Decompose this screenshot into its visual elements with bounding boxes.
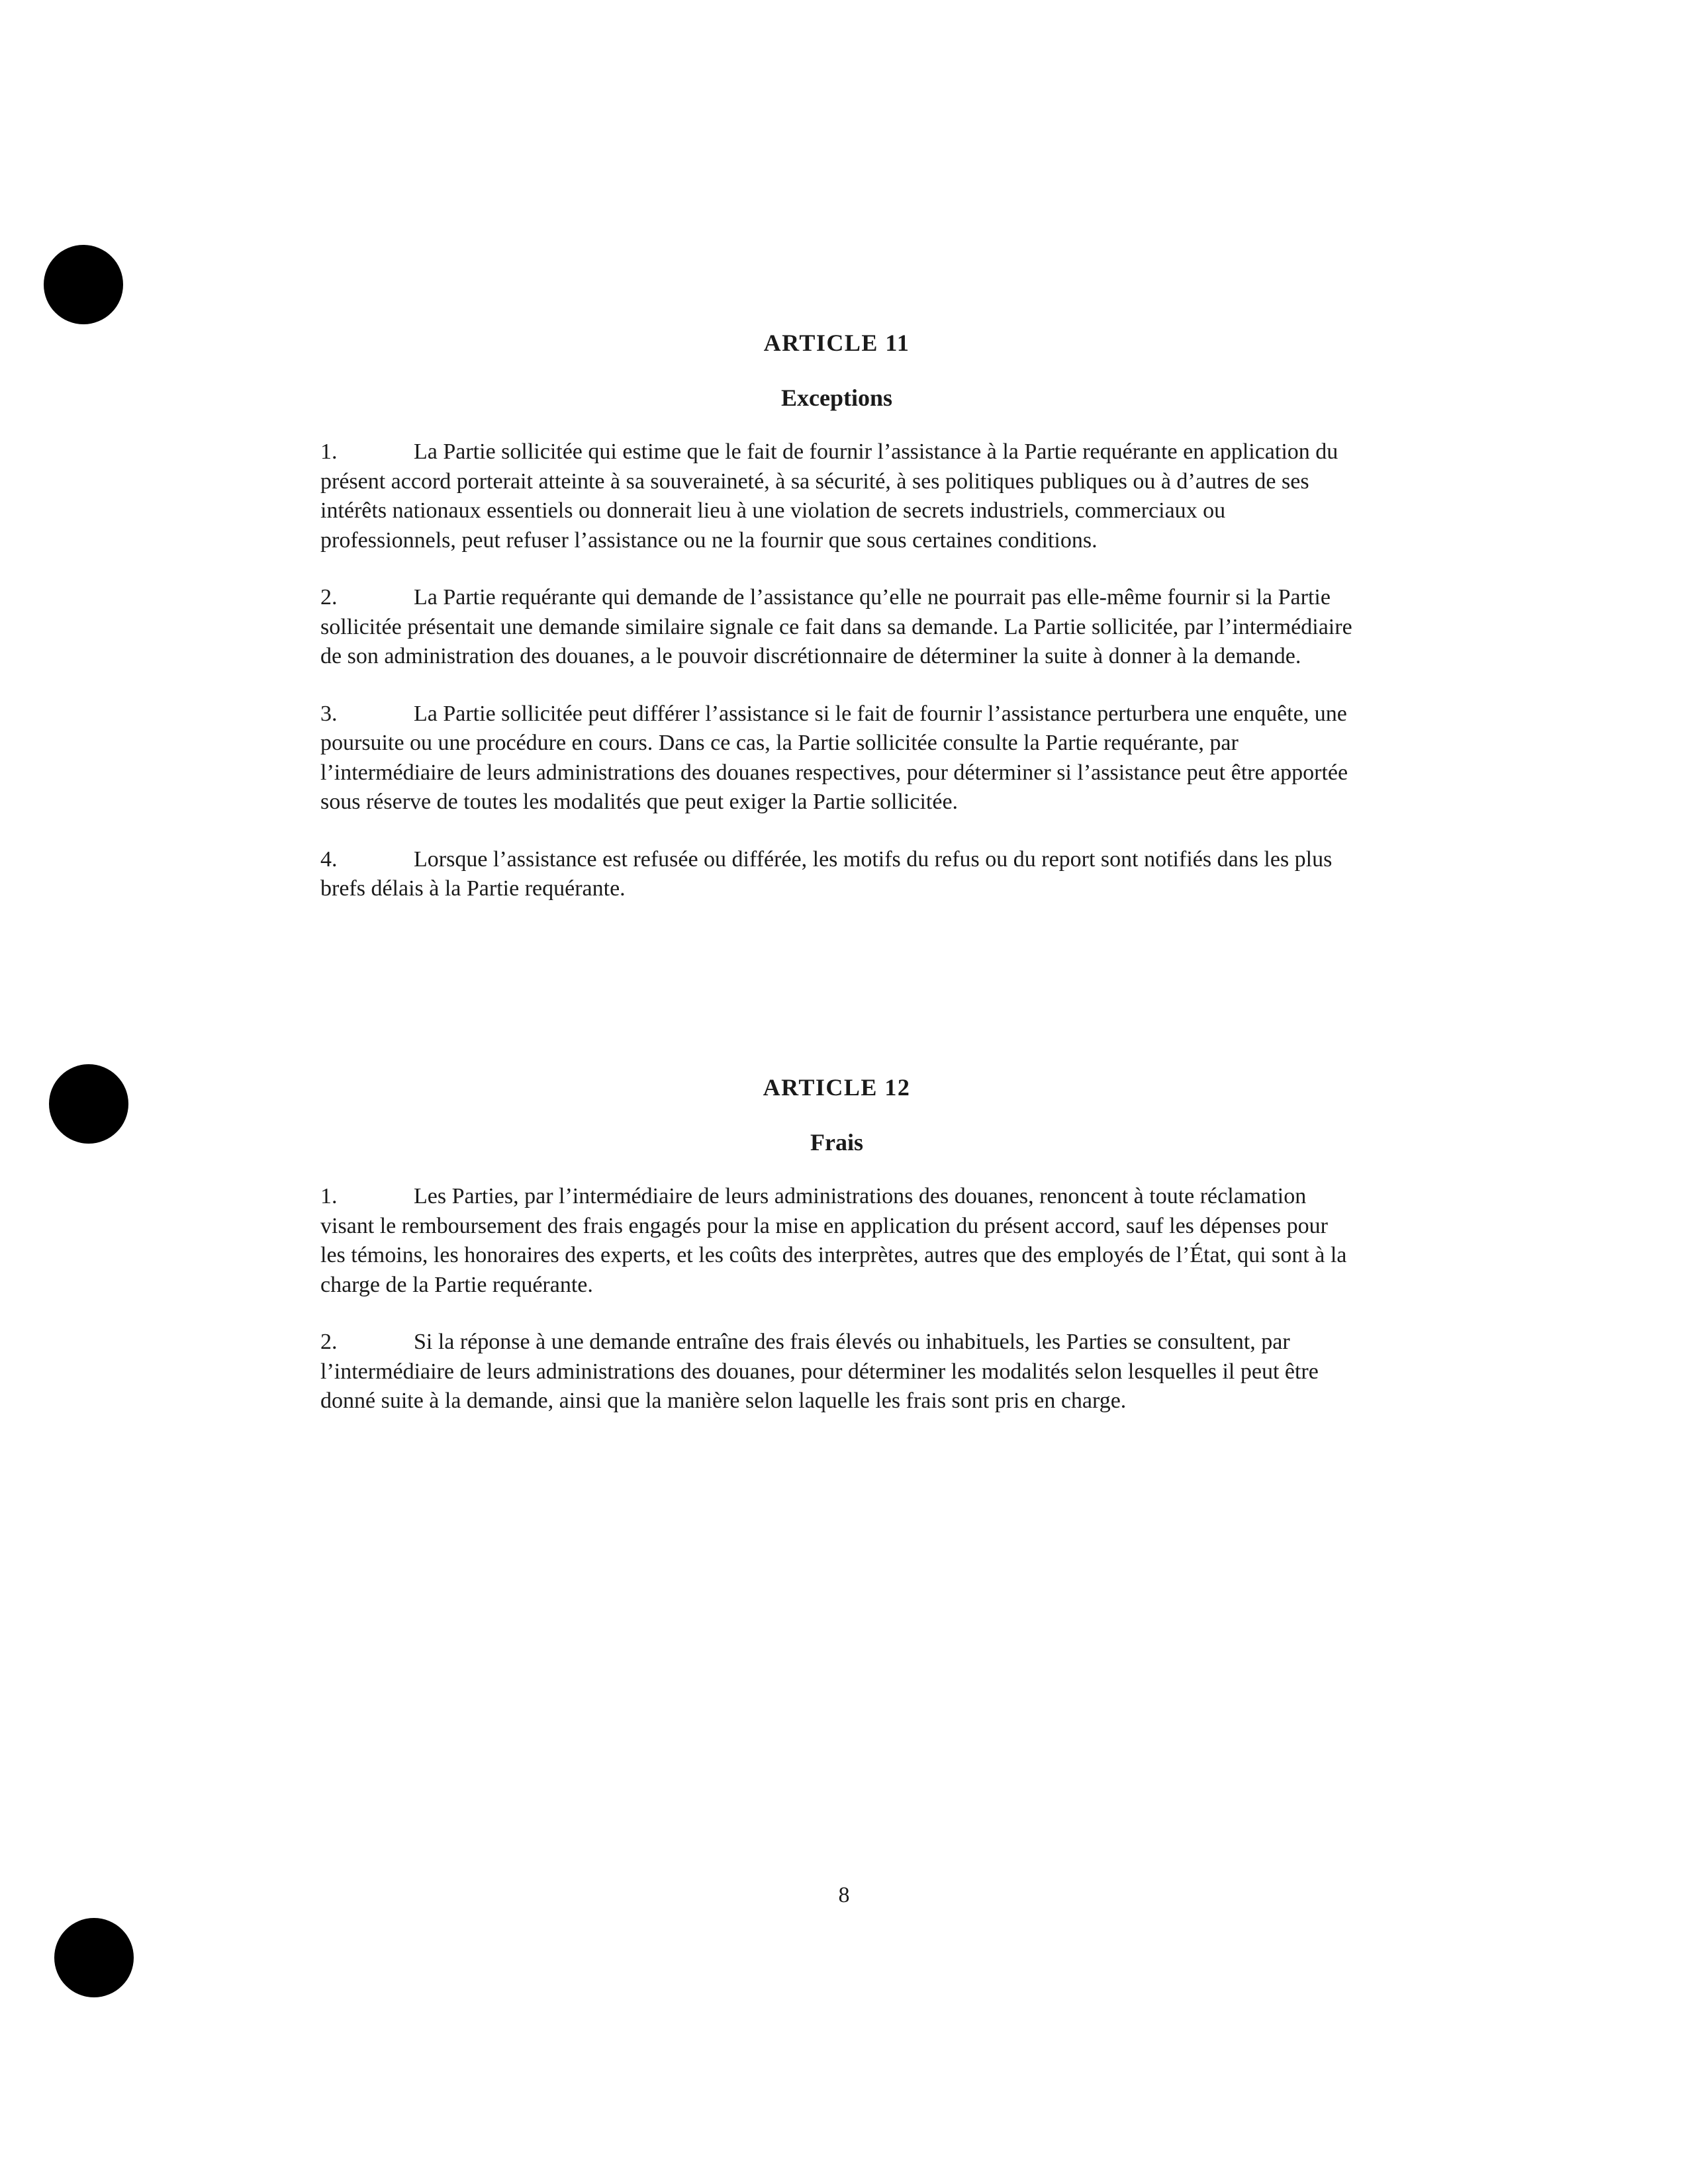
clause-text: La Partie sollicitée peut différer l’assistance si le fait de fournir l’assistance perturbera une enquête, une poursuite ou une procédure en cours. Dans ce cas, la Partie sollicitée consulte la Partie requérante, par l’intermédiaire de leurs administrations des douanes respectives, pour déterminer si l’assistance peut être apportée sous réserve de toutes les modalités que peut exiger la Partie sollicitée. — [320, 701, 1348, 814]
clause-number: 4. — [320, 846, 338, 872]
clause-number: 1. — [320, 1184, 338, 1208]
clause-text: Si la réponse à une demande entraîne des frais élevés ou inhabituels, les Parties se consultent, par l’intermédiaire de leurs administrations des douanes, pour déterminer les modalités selon lesquelles il peut être donné suite à la demande, ainsi que la manière selon laquelle les frais sont pris en charge. — [320, 1330, 1319, 1413]
clause-text: La Partie sollicitée qui estime que le fait de fournir l’assistance à la Partie requérante en application du présent accord porterait atteinte à sa souveraineté, à sa sécurité, à ses politiques publiques ou à d’autres de ses intérêts nationaux essentiels ou donnerait lieu à une violation de secrets industriels, commerciaux ou professionnels, peut refuser l’assistance ou ne la fournir que sous certaines conditions. — [320, 439, 1338, 553]
punch-hole-bottom — [54, 1918, 134, 1997]
clause-text: La Partie requérante qui demande de l’assistance qu’elle ne pourrait pas elle-même fournir si la Partie sollicitée présentait une demande similaire signale ce fait dans sa demande. La Partie sollicitée, par l’intermédiaire de son administration des douanes, a le pouvoir discrétionnaire de déterminer la suite à donner à la demande. — [320, 585, 1352, 668]
clause-number: 2. — [320, 1330, 338, 1354]
article-number: ARTICLE 11 — [763, 330, 910, 356]
clause — [320, 845, 1353, 904]
clause — [320, 583, 1353, 672]
punch-hole-top — [44, 245, 123, 324]
clause-text: Lorsque l’assistance est refusée ou différée, les motifs du refus ou du report sont notifiés dans les plus brefs délais à la Partie requérante. — [320, 846, 1333, 901]
clause — [320, 1328, 1353, 1416]
article-number: ARTICLE 12 — [763, 1074, 911, 1101]
article-title: Frais — [810, 1129, 863, 1156]
clause-number: 2. — [320, 585, 338, 610]
clause-number: 3. — [320, 701, 338, 726]
clause-text: Les Parties, par l’intermédiaire de leurs administrations des douanes, renoncent à toute réclamation visant le remboursement des frais engagés pour la mise en application du présent accord, sauf les dépenses pour les témoins, les honoraires des experts, et les coûts des interprètes, autres que des employés de l’État, qui sont à la charge de la Partie requérante. — [320, 1184, 1347, 1297]
article-title: Exceptions — [780, 385, 892, 411]
article-11 — [320, 328, 1353, 932]
punch-hole-middle — [49, 1064, 128, 1144]
clause — [320, 1182, 1353, 1300]
clause — [320, 437, 1353, 555]
page-number: 8 — [838, 1883, 850, 1907]
article-12 — [320, 1073, 1353, 1444]
clause-number: 1. — [320, 439, 338, 464]
clause — [320, 700, 1353, 817]
